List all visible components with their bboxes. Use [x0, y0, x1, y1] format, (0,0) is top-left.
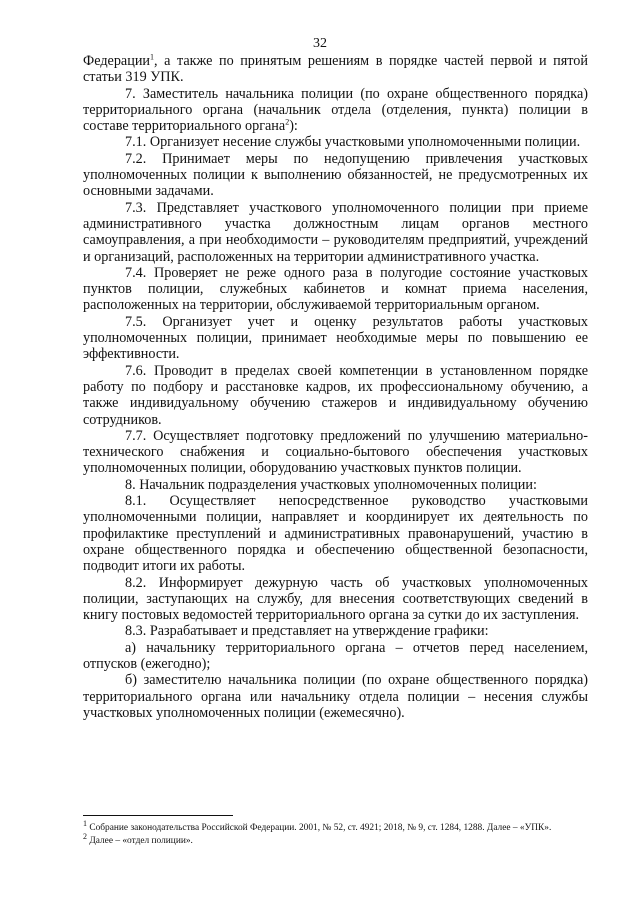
paragraph-8-3-a: а) начальнику территориального органа – отчетов перед населением, отпусков (ежегодно); [83, 639, 588, 672]
footnote-text: Далее – «отдел полиции». [87, 836, 193, 846]
paragraph-8: 8. Начальник подразделения участковых уполномоченных полиции: [125, 476, 537, 493]
paragraph-7-3: 7.3. Представляет участкового уполномоченного полиции при приеме административного участка должностным лицам органов местного самоуправления, а при необходимости – руководителям предприятий, учреждений и организаций, расположенных на территории административного участка. [83, 199, 588, 265]
paragraph-7-6: 7.6. Проводит в пределах своей компетенции в установленном порядке работу по подбору и расстановке кадров, их профессиональному обучению, а также индивидуальному обучению стажеров и индивидуальному обучению сотрудников. [83, 362, 588, 428]
footnote-ref-2: 2 [285, 117, 290, 127]
footnote-mark: 1 [83, 818, 87, 828]
footnote-mark: 2 [83, 831, 87, 841]
paragraph-federation [83, 53, 588, 86]
paragraph-8-3: 8.3. Разрабатывает и представляет на утверждение графики: [125, 623, 489, 640]
paragraph-text: Федерации [83, 53, 151, 69]
paragraph-text-tail: , а также по принятым решениям в порядке частей первой и пятой статьи 319 УПК. [83, 53, 588, 86]
footnote-text: Собрание законодательства Российской Федерации. 2001, № 52, ст. 4921; 2018, № 9, ст. 1284, 1288. Далее – «УПК». [87, 823, 552, 833]
paragraph-8-3-b: б) заместителю начальника полиции (по охране общественного порядка) территориального органа или начальнику отдела полиции – несения службы участковых уполномоченных полиции (ежемесячно). [83, 672, 588, 721]
paragraph-7-2: 7.2. Принимает меры по недопущению привлечения участковых уполномоченных полиции к выполнению обязанностей, не предусмотренных их основными задачами. [83, 150, 588, 200]
paragraph-8-1: 8.1. Осуществляет непосредственное руководство участковыми уполномоченными полиции, направляет и координирует их деятельность по профилактике преступлений и административных правонарушений, участию в охране общественного порядка и обеспечению общественной безопасности, подводит итоги их работы. [83, 493, 588, 575]
paragraph-text-tail: ): [289, 118, 298, 135]
paragraph-7 [83, 86, 588, 135]
paragraph-8-2: 8.2. Информирует дежурную часть об участковых уполномоченных полиции, заступающих на службу, для внесения соответствующих сведений в книгу постовых ведомостей территориального органа за сутки до их заступления. [83, 574, 588, 624]
footnote-ref-1: 1 [150, 52, 155, 62]
footnote-1 [83, 818, 603, 834]
document-body [83, 53, 588, 721]
paragraph-7-5: 7.5. Организует учет и оценку результатов работы участковых уполномоченных полиции, принимает необходимые меры по повышению ее эффективности. [83, 313, 588, 363]
paragraph-7-7: 7.7. Осуществляет подготовку предложений по улучшению материально-технического снабжения и социально-бытового обеспечения участковых уполномоченных полиции, оборудованию участковых пунктов полиции. [83, 427, 588, 477]
paragraph-7-1: 7.1. Организует несение службы участковыми уполномоченными полиции. [125, 134, 581, 151]
footnote-separator [83, 815, 233, 816]
paragraph-text: 7. Заместитель начальника полиции (по охране общественного порядка) территориального органа (начальник отдела (отделения, пункта) полиции в составе территориального органа [83, 85, 588, 135]
page-number: 32 [313, 36, 327, 51]
paragraph-7-4: 7.4. Проверяет не реже одного раза в полугодие состояние участковых пунктов полиции, служебных кабинетов и комнат приема населения, расположенных на территории, обслуживаемой территориальным органом. [83, 264, 588, 314]
footnote-2 [83, 831, 603, 847]
